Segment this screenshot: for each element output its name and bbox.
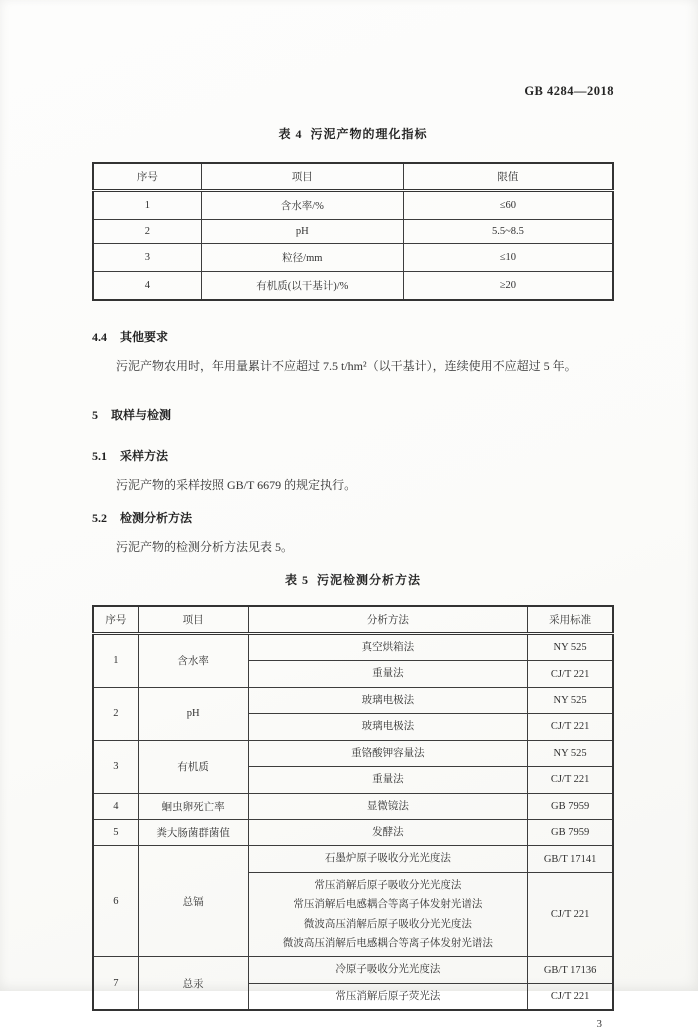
section-4-4-paragraph: 污泥产物农用时，年用量累计不应超过 7.5 t/hm²（以干基计），连续使用不应超过 5 年。: [116, 359, 577, 373]
table5-cell-item: 粪大肠菌群菌值: [138, 819, 248, 845]
section-5-1-heading: [92, 447, 614, 464]
table5-row: [93, 740, 613, 766]
section-4-4-heading: [92, 328, 614, 345]
table5-cell-method: [248, 714, 528, 740]
table5-cell-method: [248, 872, 528, 957]
table4-cell-item: pH: [201, 220, 403, 244]
table4-cell-num: 3: [93, 244, 201, 272]
method-line: 常压消解后电感耦合等离子体发射光谱法: [293, 899, 483, 911]
section-title: 检测分析方法: [120, 511, 193, 525]
table4-row: [93, 220, 613, 244]
table5-cell-item: pH: [138, 687, 248, 740]
table4-header-cell: 项目: [201, 163, 403, 191]
section-5-1-paragraph: 污泥产物的采样按照 GB/T 6679 的规定执行。: [116, 478, 357, 492]
table5-cell-standard: CJ/T 221: [528, 661, 613, 687]
table5-row: [93, 687, 613, 713]
method-line: 常压消解后原子吸收分光光度法: [314, 879, 462, 891]
table5-row: [93, 793, 613, 819]
table5-cell-num: 7: [93, 957, 138, 1010]
table4-cell-num: 4: [93, 272, 201, 301]
table4-header-cell: 限值: [403, 163, 613, 191]
method-line: 玻璃电极法: [361, 694, 415, 706]
section-5-2: [92, 509, 614, 556]
table5-cell-standard: GB 7959: [528, 819, 613, 845]
section-5-2-paragraph: 污泥产物的检测分析方法见表 5。: [116, 540, 294, 554]
table4-head-row: [93, 163, 613, 191]
table5-cell-standard: CJ/T 221: [528, 714, 613, 740]
table5-row: [93, 957, 613, 983]
table5-cell-method: [248, 983, 528, 1010]
method-line: 重量法: [372, 668, 404, 680]
method-line: 石墨炉原子吸收分光光度法: [324, 853, 451, 865]
table5-cell-standard: NY 525: [528, 687, 613, 713]
table5-cell-method: [248, 846, 528, 872]
table5-cell-item: 总汞: [138, 957, 248, 1010]
section-number: 4.4: [92, 330, 107, 344]
table5-cell-standard: GB/T 17141: [528, 846, 613, 872]
table5-cell-method: [248, 661, 528, 687]
section-5-2-heading: [92, 509, 614, 526]
table5-cell-standard: CJ/T 221: [528, 872, 613, 957]
table5-cell-item: 蛔虫卵死亡率: [138, 793, 248, 819]
method-line: 玻璃电极法: [361, 721, 415, 733]
section-5: [92, 406, 614, 423]
table5-cell-num: 3: [93, 740, 138, 793]
section-5-1: [92, 447, 614, 494]
table5-head-row: [93, 606, 613, 634]
table5-cell-num: 5: [93, 819, 138, 845]
table5-cell-method: [248, 793, 528, 819]
table4-cell-num: 1: [93, 191, 201, 220]
table5-cell-num: 2: [93, 687, 138, 740]
table5-row: [93, 819, 613, 845]
table5-cell-method: [248, 957, 528, 983]
section-title: 采样方法: [120, 449, 169, 463]
table5-cell-num: 1: [93, 634, 138, 688]
table5-cell-item: 总镉: [138, 846, 248, 957]
method-line: 显微镜法: [366, 800, 409, 812]
table5-header-cell: 序号: [93, 606, 138, 634]
table4-cell-num: 2: [93, 220, 201, 244]
table4-head: [93, 163, 613, 191]
table4-row: [93, 272, 613, 301]
table5-row: [93, 846, 613, 872]
table5-cell-item: 含水率: [138, 634, 248, 688]
method-line: 冷原子吸收分光光度法: [335, 964, 441, 976]
table5-head: [93, 606, 613, 634]
table4-cell-limit: ≤60: [403, 191, 613, 220]
page-content: [0, 84, 698, 1030]
page-number: 3: [596, 1018, 602, 1030]
table4-cell-item: 有机质(以干基计)/%: [201, 272, 403, 301]
section-4-4: [92, 328, 614, 375]
section-number: 5.2: [92, 511, 107, 525]
table5-cell-standard: NY 525: [528, 634, 613, 661]
method-line: 常压消解后原子荧光法: [335, 990, 441, 1002]
table5-cell-num: 6: [93, 846, 138, 957]
table5: [92, 605, 614, 1011]
table4-caption: 表 4 污泥产物的理化指标: [278, 127, 428, 141]
method-line: 发酵法: [372, 826, 404, 838]
section-number: 5.1: [92, 449, 107, 463]
method-line: 真空烘箱法: [361, 642, 415, 653]
table4-cell-limit: 5.5~8.5: [403, 220, 613, 244]
table5-cell-standard: CJ/T 221: [528, 983, 613, 1010]
table5-cell-item: 有机质: [138, 740, 248, 793]
section-5-heading: [92, 406, 614, 423]
method-line: 重铬酸钾容量法: [351, 747, 425, 759]
method-line: 微波高压消解后原子吸收分光光度法: [303, 918, 472, 930]
table5-row: [93, 634, 613, 661]
table5-body: [93, 634, 613, 1011]
table5-header-cell: 项目: [138, 606, 248, 634]
table4-cell-limit: ≤10: [403, 244, 613, 272]
table4-cell-item: 含水率/%: [201, 191, 403, 220]
table4-cell-limit: ≥20: [403, 272, 613, 301]
table5-cell-method: [248, 687, 528, 713]
table5-cell-method: [248, 819, 528, 845]
table5-cell-num: 4: [93, 793, 138, 819]
table5-header-cell: 分析方法: [248, 606, 528, 634]
table5-cell-method: [248, 767, 528, 793]
table5-header-cell: 采用标准: [528, 606, 613, 634]
table5-cell-method: [248, 634, 528, 661]
table4-row: [93, 244, 613, 272]
table5-cell-standard: GB/T 17136: [528, 957, 613, 983]
method-line: 重量法: [372, 774, 404, 786]
section-number: 5: [92, 408, 98, 422]
table4: [92, 162, 614, 301]
table5-cell-standard: CJ/T 221: [528, 767, 613, 793]
table5-caption: 表 5 污泥检测分析方法: [284, 573, 421, 587]
table4-header-cell: 序号: [93, 163, 201, 191]
table4-body: [93, 191, 613, 301]
table4-row: [93, 191, 613, 220]
standard-number: GB 4284—2018: [524, 84, 614, 98]
table5-cell-standard: NY 525: [528, 740, 613, 766]
table4-cell-item: 粒径/mm: [201, 244, 403, 272]
section-title: 其他要求: [120, 330, 169, 344]
method-line: 微波高压消解后电感耦合等离子体发射光谱法: [282, 938, 493, 950]
section-title: 取样与检测: [111, 408, 172, 422]
table5-cell-method: [248, 740, 528, 766]
table5-cell-standard: GB 7959: [528, 793, 613, 819]
